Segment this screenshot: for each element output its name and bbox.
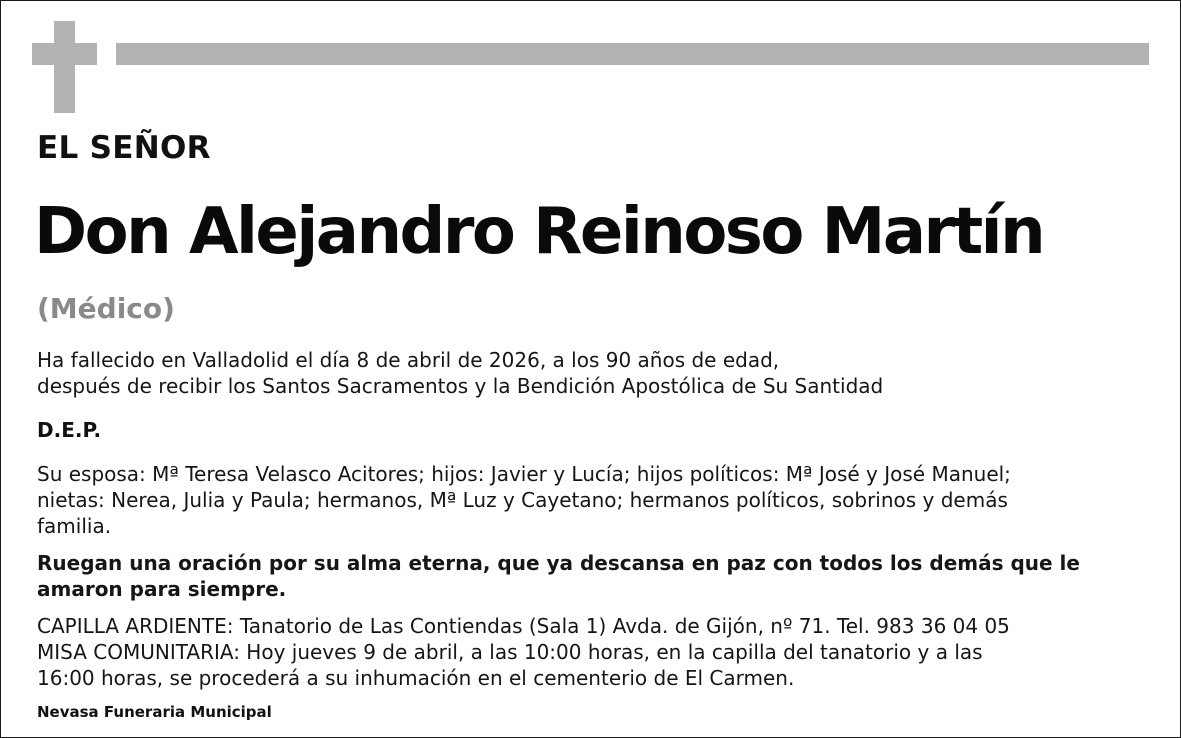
deceased-profession: (Médico) (37, 292, 175, 325)
prayer-line: Ruegan una oración por su alma eterna, que ya descansa en paz con todos los demás que le (37, 551, 1080, 575)
cross-icon (32, 21, 97, 113)
funeral-home-name: Nevasa Funeraria Municipal (37, 703, 272, 721)
cross-horizontal-bar (32, 43, 97, 65)
ceremony-line: MISA COMUNITARIA: Hoy jueves 9 de abril, a las 10:00 horas, en la capilla del tanatorio y a las (37, 640, 983, 664)
announcement-line: después de recibir los Santos Sacramentos y la Bendición Apostólica de Su Santidad (37, 374, 884, 398)
deceased-name: Don Alejandro Reinoso Martín (34, 195, 1044, 269)
family-line: familia. (37, 514, 112, 538)
cross-vertical-bar (54, 21, 75, 113)
ceremony-line: 16:00 horas, se procederá a su inhumación en el cementerio de El Carmen. (37, 666, 795, 690)
announcement-line: Ha fallecido en Valladolid el día 8 de abril de 2026, a los 90 años de edad, (37, 348, 780, 372)
family-line: nietas: Nerea, Julia y Paula; hermanos, Mª Luz y Cayetano; hermanos políticos, sobrinos y demás (37, 488, 1008, 512)
family-line: Su esposa: Mª Teresa Velasco Acitores; hijos: Javier y Lucía; hijos políticos: Mª José y José Manuel; (37, 462, 1011, 486)
death-announcement (37, 347, 1137, 399)
prayer-request (37, 550, 1137, 602)
dep-abbreviation: D.E.P. (37, 418, 102, 442)
salutation: EL SEÑOR (37, 130, 211, 166)
ceremony-line: CAPILLA ARDIENTE: Tanatorio de Las Contiendas (Sala 1) Avda. de Gijón, nº 71. Tel. 983 36 04 05 (37, 614, 1010, 638)
prayer-line: amaron para siempre. (37, 577, 287, 601)
family-list (37, 461, 1137, 539)
header-rule (116, 43, 1149, 65)
ceremony-details (37, 613, 1137, 691)
